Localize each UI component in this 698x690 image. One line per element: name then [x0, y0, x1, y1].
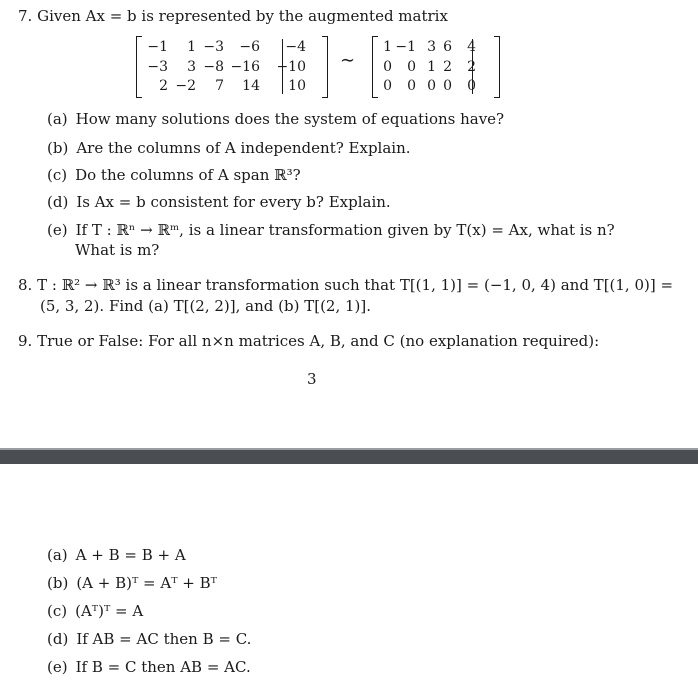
right-bracket	[322, 36, 328, 98]
right-bracket	[494, 36, 500, 98]
q9-text: True or False: For all n×n matrices A, B, and C (no explanation required):	[37, 332, 600, 350]
matrix-cell: 1	[383, 39, 392, 55]
matrix-cell: 6	[443, 39, 452, 55]
part-label: (b)	[47, 139, 69, 157]
tf-label: (b)	[47, 574, 69, 592]
tf-statement: If AB = AC then B = C.	[76, 630, 252, 648]
tf-label: (a)	[47, 546, 68, 564]
matrix-cell: 0	[407, 78, 416, 94]
left-bracket	[136, 36, 142, 98]
matrix-cell: 4	[467, 39, 476, 55]
tf-item	[47, 546, 186, 564]
q7-part	[47, 193, 391, 211]
matrix-cell: 10	[288, 78, 306, 94]
left-augmented-matrix	[136, 36, 328, 98]
matrix-cell: 3	[427, 39, 436, 55]
part-label: (d)	[47, 193, 69, 211]
q7-part	[47, 221, 615, 239]
matrix-cell: 0	[443, 78, 452, 94]
q7-number: 7.	[18, 7, 33, 25]
matrix-cell: −6	[239, 39, 260, 55]
q8-text-1: T : ℝ² → ℝ³ is a linear transformation such that T[(1, 1)] = (−1, 0, 4) and T[(1, 0)] =	[37, 276, 674, 294]
q7-stem-line	[18, 7, 448, 25]
tf-item	[47, 630, 251, 648]
matrix-cell: 0	[407, 58, 416, 75]
matrix-gap	[260, 38, 270, 58]
matrix-cell: 1	[427, 58, 436, 75]
matrix-cell: 3	[187, 58, 196, 75]
left-bracket	[372, 36, 378, 98]
matrix-cell: 14	[242, 78, 260, 94]
tf-label: (c)	[47, 602, 68, 620]
matrix-cell: −10	[276, 58, 306, 75]
part-label: (a)	[47, 110, 68, 128]
matrix-cell: 0	[427, 78, 436, 94]
matrix-cell: −3	[203, 39, 224, 55]
tf-statement: (Aᵀ)ᵀ = A	[75, 602, 144, 620]
matrix-cell: −8	[203, 58, 224, 75]
matrix-cell: 0	[383, 78, 392, 94]
matrix-cell: 0	[383, 58, 392, 75]
matrix-cell: −4	[285, 39, 306, 55]
tf-statement: A + B = B + A	[75, 546, 186, 564]
q7-stem: Given Ax = b is represented by the augmented matrix	[37, 7, 448, 25]
q9-number: 9.	[18, 332, 33, 350]
augment-divider	[282, 39, 283, 94]
matrix-cell: 2	[443, 58, 452, 75]
tf-item	[47, 658, 251, 676]
row-equivalent-symbol: ∼	[340, 50, 356, 71]
q8-line2: (5, 3, 2). Find (a) T[(2, 2)], and (b) T[(2, 1)].	[40, 297, 372, 315]
matrix-gap	[260, 77, 270, 97]
q8-line1	[18, 276, 673, 294]
part-text: Is Ax = b consistent for every b? Explain.	[76, 193, 391, 211]
tf-statement: If B = C then AB = AC.	[75, 658, 251, 676]
tf-statement: (A + B)ᵀ = Aᵀ + Bᵀ	[76, 574, 217, 592]
q7-part	[47, 139, 411, 157]
part-text: How many solutions does the system of equations have?	[75, 110, 505, 128]
matrix-cell: 0	[467, 78, 476, 94]
matrix-cell: 2	[159, 78, 168, 94]
matrix-gap	[452, 58, 462, 78]
part-text: If T : ℝⁿ → ℝᵐ, is a linear transformation given by T(x) = Ax, what is n?	[75, 221, 615, 239]
part-text-continued: What is m?	[75, 241, 160, 259]
matrix-cell: −3	[147, 58, 168, 75]
right-augmented-matrix	[372, 36, 500, 98]
matrix-gap	[260, 58, 270, 78]
matrix-cell: −2	[175, 78, 196, 94]
matrix-cell: −16	[230, 58, 260, 75]
matrix-cell: 1	[187, 39, 196, 55]
augment-divider	[472, 39, 473, 94]
page-lower	[0, 464, 698, 690]
q7-part	[47, 166, 301, 184]
q9-line	[18, 332, 599, 350]
matrix-cell: 7	[215, 78, 224, 94]
tf-item	[47, 602, 143, 620]
q7-part	[47, 110, 504, 128]
page-number: 3	[307, 370, 317, 388]
part-label: (e)	[47, 221, 68, 239]
matrix-gap	[452, 38, 462, 58]
part-text: Do the columns of A span ℝ³?	[75, 166, 301, 184]
matrix-gap	[452, 77, 462, 97]
tf-label: (d)	[47, 630, 69, 648]
tf-item	[47, 574, 217, 592]
matrix-cell: −1	[395, 39, 416, 55]
part-text: Are the columns of A independent? Explain.	[76, 139, 411, 157]
part-label: (c)	[47, 166, 68, 184]
q8-number: 8.	[18, 276, 33, 294]
matrix-cell: 2	[467, 58, 476, 75]
matrix-cell: −1	[147, 39, 168, 55]
tf-label: (e)	[47, 658, 68, 676]
